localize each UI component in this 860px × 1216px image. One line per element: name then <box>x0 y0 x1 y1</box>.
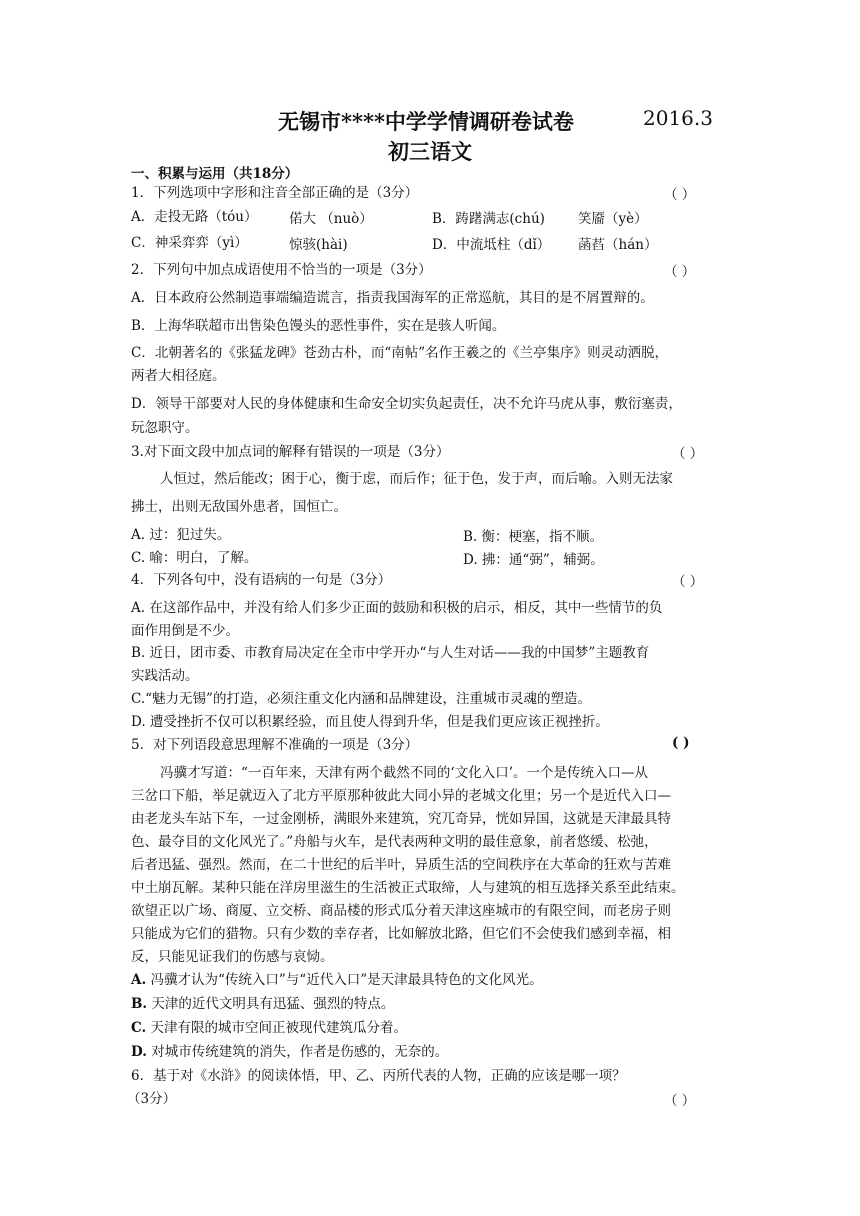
q5-answer-paren: ( ) <box>672 735 690 751</box>
q4-answer-paren: （ ） <box>672 574 704 590</box>
q6-score: （3分） <box>127 1091 177 1107</box>
q2-answer-paren: （ ） <box>664 264 696 280</box>
q5-passage-line7: 欲望正以广场、商厦、立交桥、商品楼的形式瓜分着天津这座城市的有限空间，而老房子则 <box>131 903 671 919</box>
exam-date: 2016.3 <box>643 106 713 130</box>
q4-option-a1: A. 在这部作品中，并没有给人们多少正面的鼓励和积极的启示，相反，其中一些情节的负 <box>131 600 663 616</box>
q3-option-b: B. 衡：梗塞，指不顺。 <box>463 529 604 545</box>
q5-option-a-label: A. <box>131 972 147 988</box>
q3-option-d: D. 拂：通“弼”，辅弼。 <box>463 552 604 568</box>
q5-passage-line6: 中土崩瓦解。某种只能在洋房里滋生的生活被正式取缔，人与建筑的相互选择关系至此结束。 <box>131 880 685 896</box>
q4-stem: 4．下列各句中，没有语病的一句是（3分） <box>131 572 392 588</box>
q5-option-c <box>131 1018 407 1038</box>
exam-title: 无锡市****中学学情调研卷试卷 <box>278 109 574 134</box>
q2-option-b: B．上海华联超市出售染色馒头的恶性事件，实在是骇人听闻。 <box>131 318 506 334</box>
q3-answer-paren: （ ） <box>672 446 704 462</box>
q3-option-a: A. 过：犯过失。 <box>131 527 231 543</box>
q2-option-c1: C．北朝著名的《张猛龙碑》苍劲古朴，而“南帖”名作王羲之的《兰亭集序》则灵动洒脱， <box>131 345 669 361</box>
q5-passage-line2: 三岔口下船，举足就迈入了北方平原那种彼此大同小异的老城文化里；另一个是近代入口— <box>131 788 671 804</box>
q2-option-d2: 玩忽职守。 <box>131 420 199 436</box>
q3-passage-line1: 人恒过，然后能改；困于心，衡于虑，而后作；征于色，发于声，而后喻。入则无法家 <box>160 471 673 487</box>
q5-option-a <box>131 970 543 990</box>
q5-option-c-label: C. <box>131 1020 147 1036</box>
q4-option-a2: 面作用倒是不少。 <box>131 623 239 639</box>
q2-stem: 2．下列句中加点成语使用不恰当的一项是（3分） <box>131 262 432 278</box>
q5-option-d <box>131 1042 448 1062</box>
q5-option-b-label: B. <box>131 996 148 1012</box>
q3-passage-line2: 拂士，出则无敌国外患者，国恒亡。 <box>131 499 347 515</box>
q5-passage-line9: 反，只能见证我们的伤感与哀恸。 <box>131 949 334 965</box>
q1-option-a2: 偌大 （nuò） <box>289 211 373 227</box>
q5-option-b <box>131 994 394 1014</box>
q1-option-a1: A．走投无路（tóu） <box>131 209 258 225</box>
q6-stem: 6．基于对《水浒》的阅读体悟，甲、乙、丙所代表的人物，正确的应该是哪一项？ <box>131 1068 626 1084</box>
q4-option-c: C.“魅力无锡”的打造，必须注重文化内涵和品牌建设，注重城市灵魂的塑造。 <box>131 691 591 707</box>
q5-option-a-text: 冯骥才认为“传统入口”与“近代入口”是天津最具特色的文化风光。 <box>150 972 543 988</box>
q2-option-d1: D．领导干部要对人民的身体健康和生命安全切实负起责任，决不允许马虎从事，敷衍塞责， <box>131 396 682 412</box>
q5-passage-line5: 后者迅猛、强烈。然而，在二十世纪的后半叶，异质生活的空间秩序在大革命的狂欢与苦难 <box>131 857 671 873</box>
q1-stem: 1．下列选项中字形和注音全部正确的是（3分） <box>131 185 419 201</box>
q5-passage-line4: 色、最夺目的文化风光了。”舟船与火车，是代表两种文明的最佳意象，前者悠缓、松弛， <box>131 834 658 850</box>
q5-option-d-text: 对城市传统建筑的消失，作者是伤感的，无奈的。 <box>151 1044 449 1060</box>
q5-option-b-text: 天津的近代文明具有迅猛、强烈的特点。 <box>151 996 395 1012</box>
q1-option-b2: 笑靥（yè） <box>578 211 648 227</box>
q2-option-a: A．日本政府公然制造事端编造谎言，指责我国海军的正常巡航，其目的是不屑置辩的。 <box>131 290 654 306</box>
exam-subtitle: 初三语文 <box>388 139 472 164</box>
q4-option-d: D. 遭受挫折不仅可以积累经验，而且使人得到升华，但是我们更应该正视挫折。 <box>131 714 609 730</box>
q6-answer-paren: （ ） <box>664 1093 696 1109</box>
q1-answer-paren: （ ） <box>664 187 696 203</box>
q1-option-d2: 菡萏（hán） <box>578 237 658 253</box>
q1-option-c1: C．神采弈弈（yì） <box>131 235 248 251</box>
q2-option-c2: 两者大相径庭。 <box>131 368 226 384</box>
q5-option-c-text: 天津有限的城市空间正被现代建筑瓜分着。 <box>150 1020 408 1036</box>
q5-passage-line1: 冯骥才写道：“一百年来，天津有两个截然不同的‘文化入口’。一个是传统入口—从 <box>160 765 648 781</box>
q5-stem: 5．对下列语段意思理解不准确的一项是（3分） <box>131 737 419 753</box>
q1-option-d1: D．中流坻柱（dǐ） <box>432 237 551 253</box>
q4-option-b1: B. 近日，团市委、市教育局决定在全市中学开办“与人生对话——我的中国梦”主题教育 <box>131 645 650 661</box>
q1-option-c2: 惊骇(hài) <box>289 237 348 253</box>
q3-stem: 3.对下面文段中加点词的解释有错误的一项是（3分） <box>131 444 450 460</box>
q5-option-d-label: D. <box>131 1044 147 1060</box>
q5-passage-line8: 只能成为它们的猎物。只有少数的幸存者，比如解放北路，但它们不会使我们感到幸福，相 <box>131 926 671 942</box>
q5-passage-line3: 由老龙头车站下车，一过金刚桥，满眼外来建筑，究兀奇异，恍如异国，这就是天津最具特 <box>131 811 671 827</box>
q3-option-c: C. 喻：明白，了解。 <box>131 550 258 566</box>
section-heading: 一、积累与运用（共18分） <box>131 166 299 182</box>
q4-option-b2: 实践活动。 <box>131 668 199 684</box>
q1-option-b1: B．踌躇满志(chú) <box>432 211 545 227</box>
